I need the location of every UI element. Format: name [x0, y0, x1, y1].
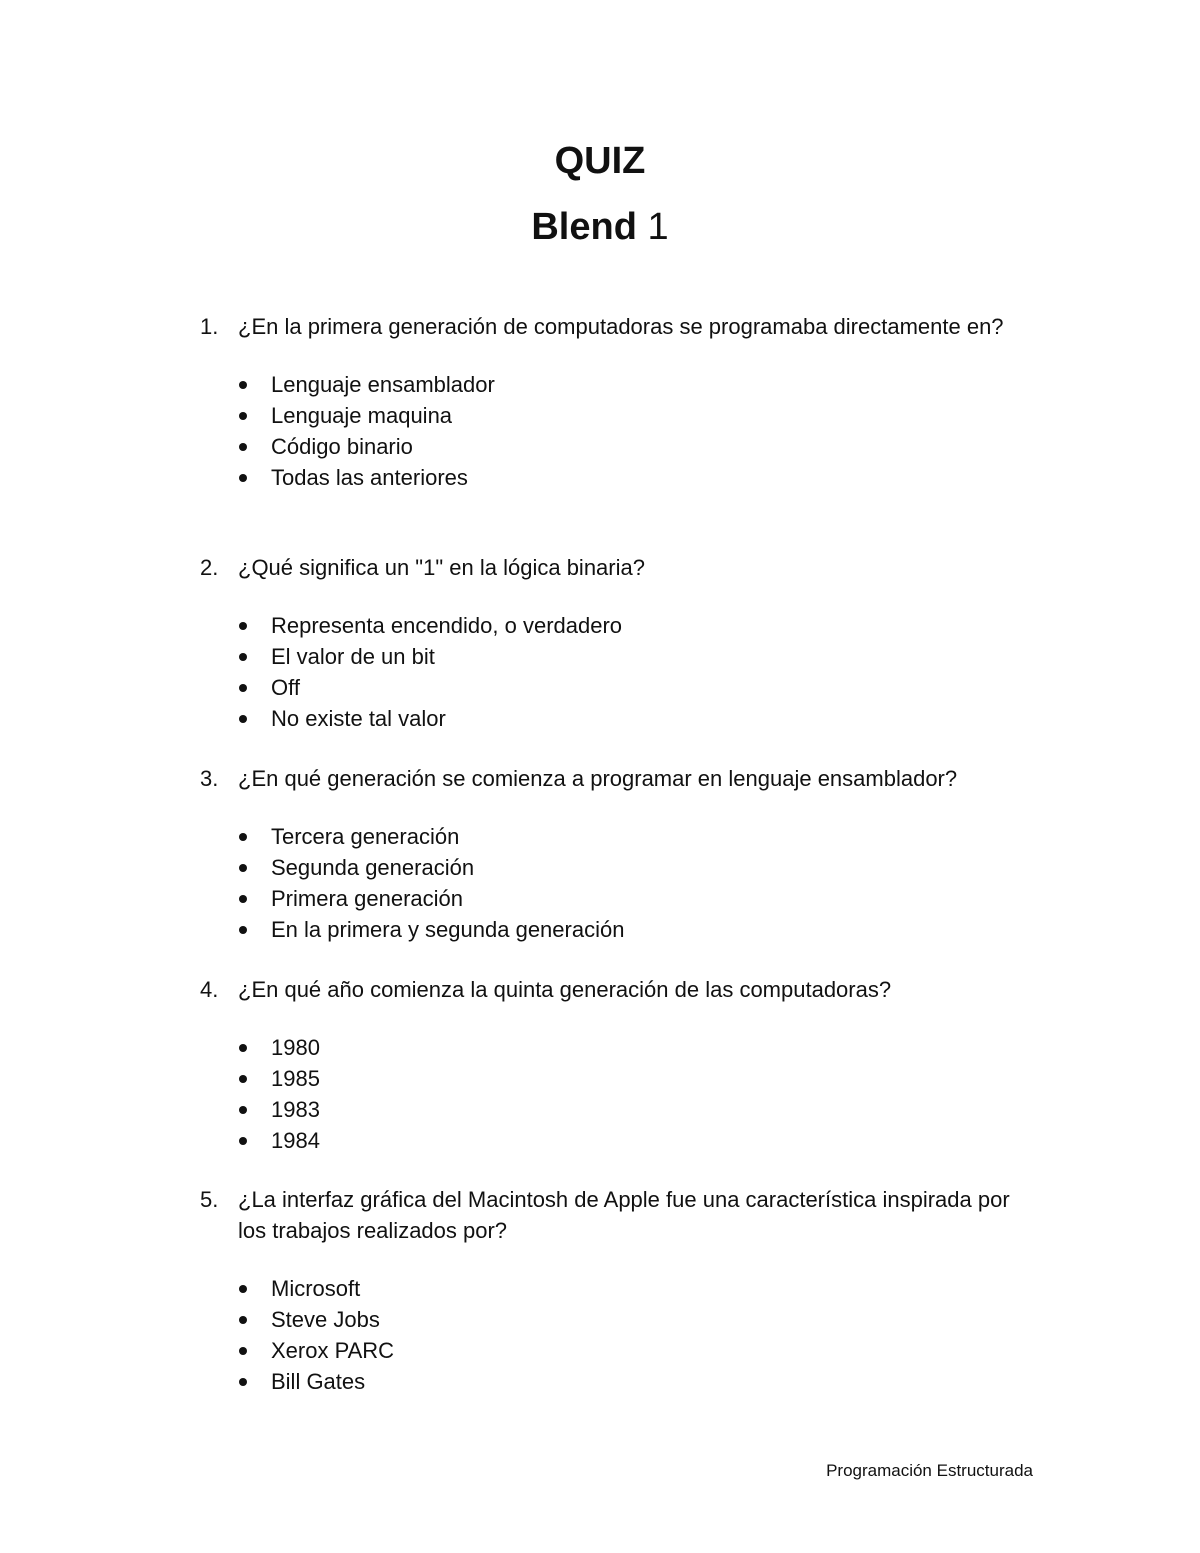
question-text: [200, 311, 1040, 342]
answer-label: Primera generación: [271, 886, 463, 911]
answer-option: [200, 431, 1040, 462]
answer-label: El valor de un bit: [271, 644, 435, 669]
answer-label: Tercera generación: [271, 824, 460, 849]
bullet-icon: [239, 1075, 247, 1083]
bullet-icon: [239, 443, 247, 451]
answer-option: [200, 821, 1040, 852]
question-prompt: ¿En la primera generación de computadoras se programaba directamente en?: [238, 314, 1004, 339]
question-1: [200, 311, 1040, 493]
question-prompt: ¿La interfaz gráfica del Macintosh de Apple fue una característica inspirada por los trabajos realizados por?: [238, 1187, 1010, 1243]
question-number: 3.: [200, 766, 219, 791]
answer-label: Lenguaje ensamblador: [271, 372, 495, 397]
question-prompt: ¿Qué significa un "1" en la lógica binaria?: [238, 555, 645, 580]
answer-option: [200, 1304, 1040, 1335]
bullet-icon: [239, 1285, 247, 1293]
answer-option: [200, 703, 1040, 734]
answer-option: [200, 883, 1040, 914]
question-text: [200, 552, 1040, 583]
answer-option: [200, 369, 1040, 400]
question-number: 2.: [200, 555, 219, 580]
question-text: [200, 763, 1040, 794]
question-number: 5.: [200, 1187, 219, 1212]
bullet-icon: [239, 622, 247, 630]
question-3: [200, 763, 1040, 945]
question-4: [200, 974, 1040, 1156]
question-prompt: ¿En qué generación se comienza a programar en lenguaje ensamblador?: [238, 766, 958, 791]
answer-label: 1983: [271, 1097, 320, 1122]
answer-option: [200, 400, 1040, 431]
question-text: [200, 1184, 1040, 1246]
answer-list: [200, 1032, 1040, 1156]
bullet-icon: [239, 715, 247, 723]
bullet-icon: [239, 474, 247, 482]
page-subtitle: [0, 204, 1200, 250]
answer-option: [200, 641, 1040, 672]
answer-label: Off: [271, 675, 300, 700]
answer-label: Todas las anteriores: [271, 465, 468, 490]
bullet-icon: [239, 653, 247, 661]
answer-label: Steve Jobs: [271, 1307, 380, 1332]
answer-option: [200, 1273, 1040, 1304]
bullet-icon: [239, 833, 247, 841]
bullet-icon: [239, 864, 247, 872]
answer-option: [200, 1063, 1040, 1094]
answer-label: Representa encendido, o verdadero: [271, 613, 623, 638]
bullet-icon: [239, 1137, 247, 1145]
bullet-icon: [239, 1347, 247, 1355]
bullet-icon: [239, 1106, 247, 1114]
answer-option: [200, 1094, 1040, 1125]
answer-label: En la primera y segunda generación: [271, 917, 625, 942]
answer-label: 1984: [271, 1128, 320, 1153]
page-title: QUIZ: [554, 140, 646, 182]
bullet-icon: [239, 1316, 247, 1324]
bullet-icon: [239, 1378, 247, 1386]
answer-list: [200, 369, 1040, 493]
answer-option: [200, 1032, 1040, 1063]
answer-label: 1980: [271, 1035, 320, 1060]
answer-label: Bill Gates: [271, 1369, 366, 1394]
answer-label: Lenguaje maquina: [271, 403, 453, 428]
answer-option: [200, 462, 1040, 493]
subtitle-number: 1: [647, 206, 669, 248]
answer-label: 1985: [271, 1066, 320, 1091]
answer-option: [200, 1366, 1040, 1397]
answer-option: [200, 852, 1040, 883]
answer-option: [200, 672, 1040, 703]
question-number: 1.: [200, 314, 219, 339]
answer-label: Código binario: [271, 434, 413, 459]
bullet-icon: [239, 1044, 247, 1052]
question-text: [200, 974, 1040, 1005]
answer-label: Microsoft: [271, 1276, 361, 1301]
answer-label: Segunda generación: [271, 855, 475, 880]
bullet-icon: [239, 412, 247, 420]
answer-option: [200, 914, 1040, 945]
answer-list: [200, 1273, 1040, 1397]
answer-label: No existe tal valor: [271, 706, 446, 731]
answer-option: [200, 1125, 1040, 1156]
page-footer: Programación Estructurada: [826, 1461, 1033, 1480]
answer-list: [200, 610, 1040, 734]
subtitle-word: Blend: [531, 206, 637, 248]
question-2: [200, 552, 1040, 734]
question-number: 4.: [200, 977, 219, 1002]
question-prompt: ¿En qué año comienza la quinta generación de las computadoras?: [238, 977, 892, 1002]
answer-option: [200, 610, 1040, 641]
question-5: [200, 1184, 1040, 1397]
answer-label: Xerox PARC: [271, 1338, 395, 1363]
bullet-icon: [239, 381, 247, 389]
bullet-icon: [239, 926, 247, 934]
answer-list: [200, 821, 1040, 945]
answer-option: [200, 1335, 1040, 1366]
bullet-icon: [239, 895, 247, 903]
bullet-icon: [239, 684, 247, 692]
